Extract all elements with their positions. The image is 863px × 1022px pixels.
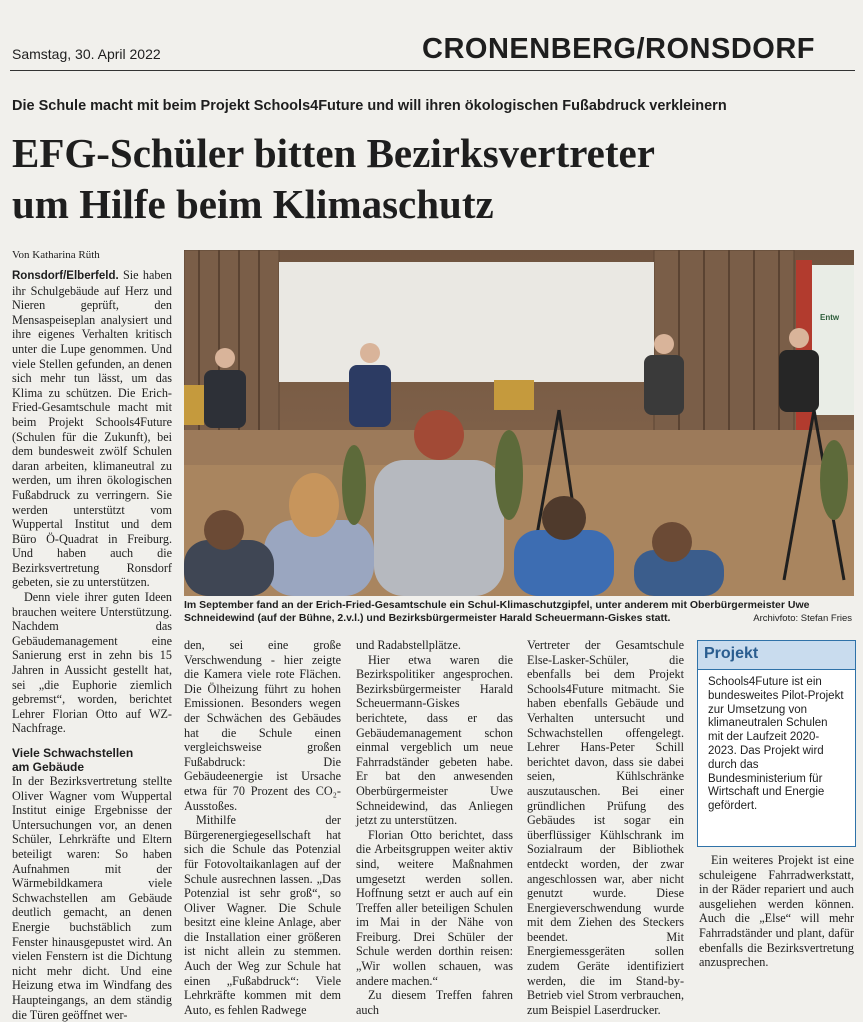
dateline: Ronsdorf/Elberfeld. (12, 270, 119, 282)
article-headline (12, 128, 655, 230)
paragraph: Hier etwa waren die Bezirkspolitiker angesprochen. Bezirksbürgermeister Harald Scheuermann-Giskes berichtete, dass er das Gebäudemanagement schon einmal vergeblich um neue Fahrradständer gebeten habe. Er bat den anwesenden Oberbürgermeister Uwe Schneidewind, das Anliegen jetzt zu unterstützen. (356, 652, 513, 828)
issue-date: Samstag, 30. April 2022 (12, 46, 161, 62)
article-kicker: Die Schule macht mit beim Projekt Schools4Future und will ihren ökologischen Fußabdruck verkleinern (12, 98, 727, 114)
byline: Von Katharina Rüth (12, 249, 100, 261)
header-rule (10, 70, 855, 71)
project-infobox (697, 640, 856, 847)
photo-credit: Archivfoto: Stefan Fries (753, 613, 852, 624)
subheading-line: Viele Schwachstellen (12, 746, 134, 760)
paragraph (12, 268, 172, 590)
caption-text: Im September fand an der Erich-Fried-Gesamtschule ein Schul-Klimaschutzgipfel, unter anderem mit Oberbürgermeister Uwe Schneidewind (auf der Bühne, 2.v.l.) und Bezirksbürgermeister Harald Scheuermann-Giskes statt. (184, 599, 810, 624)
article-column-5 (699, 853, 854, 970)
article-column-1 (12, 268, 172, 1022)
article-column-4 (527, 638, 684, 1017)
infobox-title: Projekt (698, 641, 855, 670)
subheading (12, 746, 172, 774)
photo-illustration (184, 250, 854, 596)
paragraph: Mithilfe der Bürgerenergiegesellschaft hat sich die Schule das Potenzial für Fotovoltaikanlagen auf der Schule ausrechnen lassen. „Das Potenzial ist sehr groß“, so Oliver Wagner. Die Schule besitzt eine kleine Anlage, aber die Installation einer größeren ist nicht allein zu stemmen. Auch der Weg zur Schule hat einen „Fußabdruck“: Viele Lehrkräfte kommen mit dem Auto, es fehlen Radwege (184, 813, 341, 1017)
paragraph: Florian Otto berichtet, dass die Arbeitsgruppen weiter aktiv sind, weitere Maßnahmen umgesetzt werden sollen. Hoffnung setzt er auch auf ein Treffen aller beteiligen Schulen im Mai in der Nähe von Freiburg. Drei Schüler der Schule werden dorthin reisen: „Wir wollen schauen, was andere machen.“ (356, 827, 513, 988)
banner-text: Entw (820, 313, 840, 322)
paragraph: und Radabstellplätze. (356, 638, 461, 652)
paragraph: Zu diesem Treffen fahren auch (356, 988, 513, 1017)
article-column-3 (356, 638, 513, 1017)
section-title: CRONENBERG/RONSDORF (422, 33, 815, 65)
paragraph: Ein weiteres Projekt ist eine schuleigene Fahrradwerkstatt, in der Räder repariert und auch ausgeliehen werden können. Auch die „Else“ will mehr Fahrradständer und plant, dafür ebenfalls die Bezirksvertretung anzusprechen. (699, 853, 854, 970)
paragraph-text: Sie haben ihr Schulgebäude auf Herz und Nieren geprüft, den Mensaspeiseplan analysiert und ihre eigenes Verhalten kritisch unter die Lupe genommen. Und viele Stellen gefunden, an denen sich mehr tun lässt, um das Klima zu schützen. Die Erich-Fried-Gesamtschule macht mit beim Projekt Schools4Future (Schulen für die Zukunft), bei dem bundesweit zwölf Schulen daran arbeiten, klimaneutral zu werden, um ihren ökologischen Fußabdruck zu verringern. Sie werden unterstützt vom Wuppertal Institut und dem Büro Ö-Quadrat in Freiburg. Und haben auch die Bezirksvertretung Ronsdorf gebeten, sie zu unterstützen. (12, 268, 172, 590)
infobox-text: Schools4Future ist ein bundesweites Pilot-Projekt zur Umsetzung von klimaneutralen Schulen mit der Laufzeit 2020-2023. Das Projekt wird durch das Bundesministerium für Wirtschaft und Energie gefördert. (708, 676, 844, 813)
headline-line-1: EFG-Schüler bitten Bezirksvertreter (12, 130, 655, 176)
article-column-2 (184, 638, 341, 1017)
paragraph: Denn viele ihrer guten Ideen brauchen weitere Unterstützung. Nachdem das Gebäudemanagement eine Sanierung erst in zehn bis 15 Jahren in Aussicht gestellt hat, sei „die Euphorie ziemlich gebremst“, worden, berichtet Lehrer Florian Otto auf WZ-Nachfrage. (12, 590, 172, 736)
paragraph: In der Bezirksvertretung stellte Oliver Wagner vom Wuppertal Institut einige Ergebnisse der Untersuchungen vor, an denen Schüler, Lehrkräfte und Eltern beteiligt waren: So haben Aufnahmen mit der Wärmebildkamera viele Schwachstellen am Gebäude deutlich gemacht, an denen Energie buchstäblich zum Fenster hinausgepustet wird. An vielen Fenstern ist die Dichtung nicht mehr dicht. Und eine Heizung etwa im Windfang des Haupteingangs, an dem ständig die Türen geöffnet wer- (12, 774, 172, 1022)
subheading-line: am Gebäude (12, 760, 85, 774)
headline-line-2: um Hilfe beim Klimaschutz (12, 181, 494, 227)
article-photo (184, 250, 854, 596)
paragraph: Vertreter der Gesamtschule Else-Lasker-Schüler, die ebenfalls bei dem Projekt Schools4Future mitmacht. Sie haben ebenfalls Gebäude und Verhalten untersucht und Schwachstellen offengelegt. Lehrer Hans-Peter Schill berichtet davon, dass sie dabei seien, Kühlschränke auszutauschen. Bei einer gründlichen Prüfung des Gebäudes ist sogar ein überflüssiger Kühlschrank im Sozialraum der Bibliothek entdeckt worden, der zwar angeschlossen war, aber nicht genutzt wurde. Diese Energieverschwendung wurde mit dem Ziehen des Steckers beendet. Mit Energiemessgeräten sollen zudem Geräte identifiziert werden, die im Stand-by-Betrieb viel Strom verbrauchen, zum Beispiel Laserdrucker. (527, 638, 684, 1017)
paragraph: den, sei eine große Verschwendung - hier zeigte die Kamera viele rote Flächen. Die Ölheizung führt zu hohen Emissionen. Besonders wegen der Schwächen des Gebäudes hat die Schule einen vergleichsweise großen Fußabdruck: Die Gebäudeenergie ist Ursache etwa für 70 Prozent des CO₂-Ausstoßes. (184, 638, 341, 813)
